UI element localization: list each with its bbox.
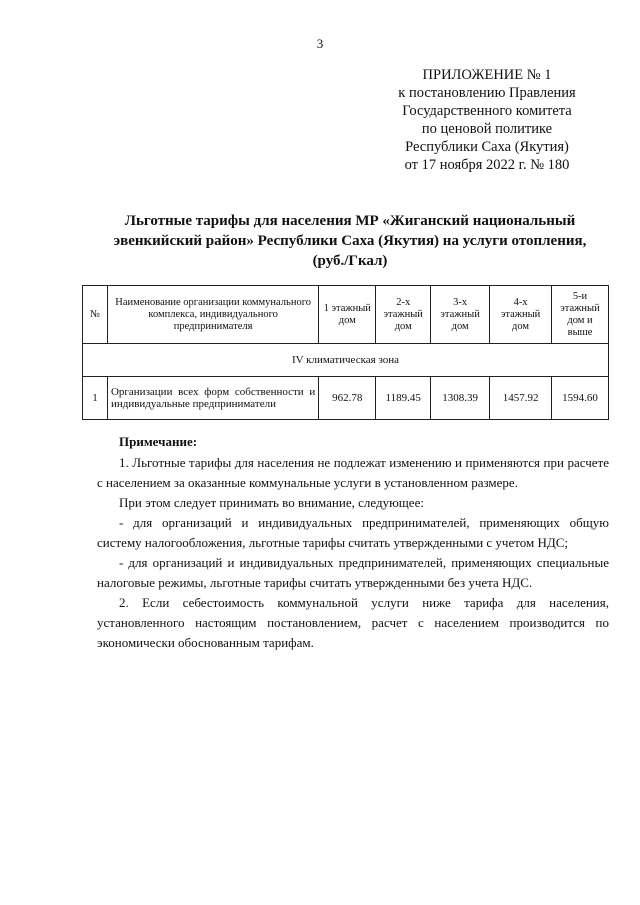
tariff-4-floor: 1457.92 [490, 377, 552, 420]
row-organization: Организации всех форм собственности и индивидуальные предприниматели [107, 377, 318, 420]
header-2-floor: 2-х этажный дом [376, 286, 431, 344]
table-row [83, 377, 609, 420]
title-line: Льготные тарифы для населения МР «Жиганский национальный [124, 213, 576, 229]
appendix-line: Республики Саха (Якутия) [405, 139, 569, 155]
note-paragraph: При этом следует принимать во внимание, следующее: [119, 495, 424, 510]
title-line: (руб./Гкал) [312, 253, 388, 269]
row-number: 1 [83, 377, 108, 420]
tariff-table [82, 285, 609, 420]
appendix-line: по ценовой политике [421, 121, 553, 137]
document-title [90, 211, 610, 271]
title-line: эвенкийский район» Республики Саха (Якутия) на услуги отопления, [113, 233, 587, 249]
climate-zone-label: IV климатическая зона [83, 344, 609, 377]
header-5-floor-plus: 5-и этажный дом и выше [552, 286, 609, 344]
tariff-1-floor: 962.78 [319, 377, 376, 420]
table-header-row [83, 286, 609, 344]
appendix-line: к постановлению Правления [398, 85, 576, 101]
tariff-5-floor-plus: 1594.60 [552, 377, 609, 420]
tariff-2-floor: 1189.45 [376, 377, 431, 420]
appendix-line: ПРИЛОЖЕНИЕ № 1 [422, 67, 552, 83]
note-paragraph: - для организаций и индивидуальных предпринимателей, применяющих специальные налоговые режимы, льготные тарифы считать утвержденными без учета НДС. [97, 555, 609, 590]
appendix-header [372, 66, 602, 174]
notes-title: Примечание: [119, 434, 198, 449]
notes-section [97, 432, 609, 653]
note-paragraph: - для организаций и индивидуальных предпринимателей, применяющих общую систему налогообложения, льготные тарифы считать утвержденными с учетом НДС; [97, 515, 609, 550]
header-1-floor: 1 этажный дом [319, 286, 376, 344]
page-number: 3 [316, 36, 324, 51]
tariff-3-floor: 1308.39 [431, 377, 490, 420]
appendix-line: Государственного комитета [402, 103, 572, 119]
header-organization: Наименование организации коммунального комплекса, индивидуального предпринимателя [107, 286, 318, 344]
zone-row [83, 344, 609, 377]
header-4-floor: 4-х этажный дом [490, 286, 552, 344]
appendix-line: от 17 ноября 2022 г. № 180 [404, 157, 570, 173]
header-3-floor: 3-х этажный дом [431, 286, 490, 344]
note-paragraph: 1. Льготные тарифы для населения не подлежат изменению и применяются при расчете с населением за оказанные коммунальные услуги в установленном размере. [97, 455, 609, 490]
note-paragraph: 2. Если себестоимость коммунальной услуги ниже тарифа для населения, установленного настоящим постановлением, расчет с населением производится по экономически обоснованным тарифам. [97, 595, 609, 650]
header-number: № [83, 286, 108, 344]
